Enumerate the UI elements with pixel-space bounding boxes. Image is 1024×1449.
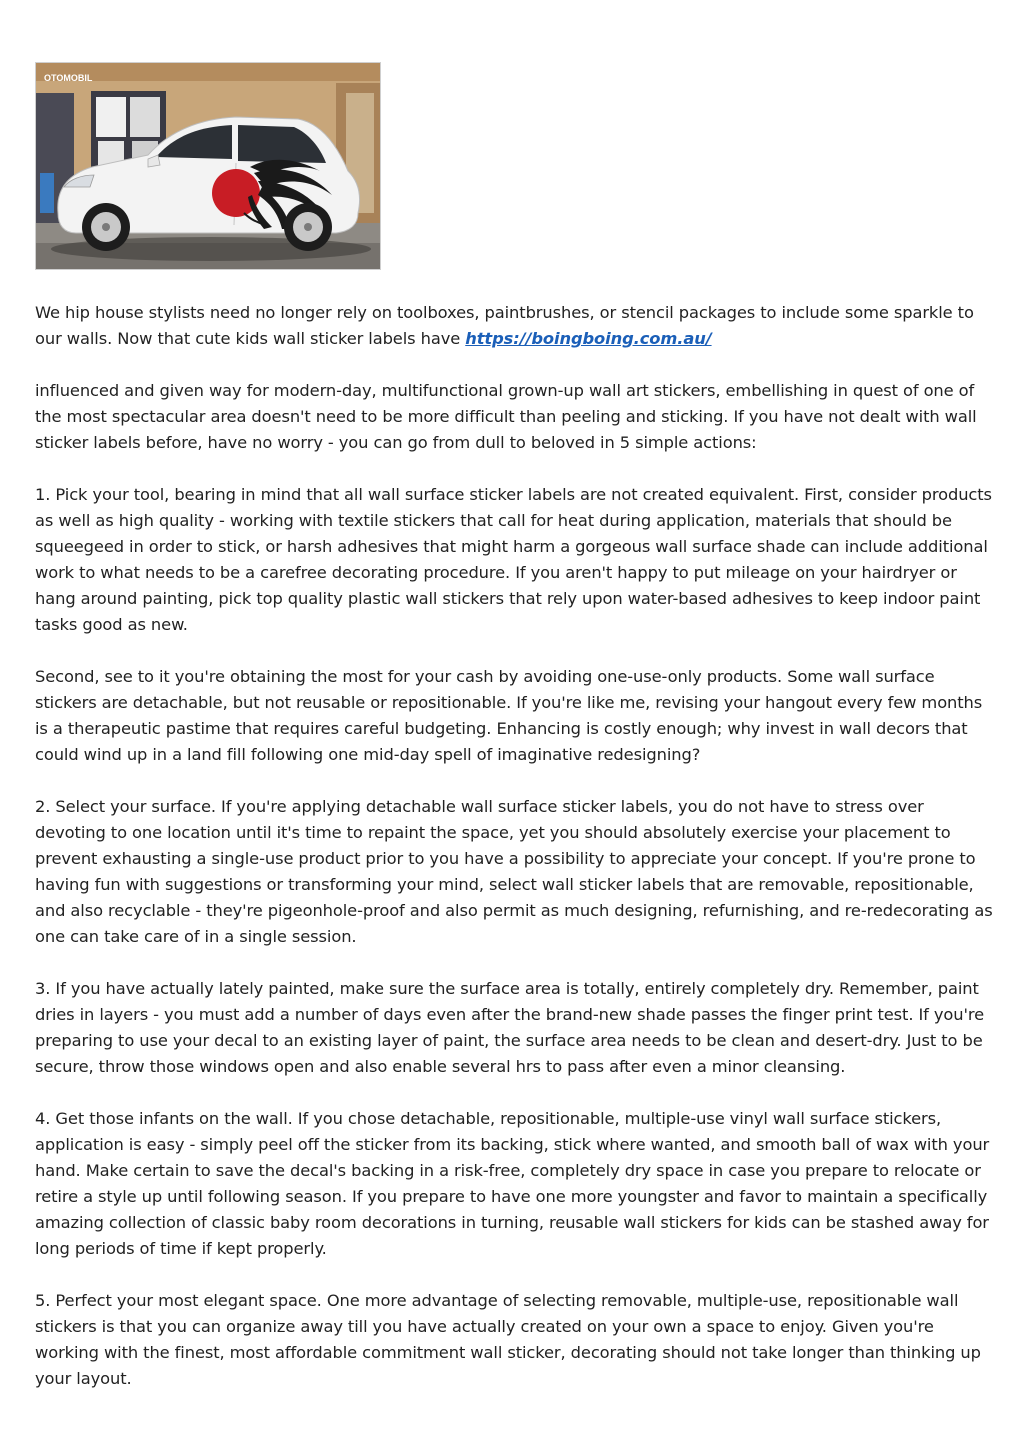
article-body [35,300,993,1418]
paragraph-7: 5. Perfect your most elegant space. One more advantage of selecting removable, multiple-use, repositionable wall stickers is that you can organize away till you have actually created on your own a space to enjoy. Given you're working with the finest, most affordable commitment wall sticker, decorating should not take longer than thinking up your layout. [35,1291,981,1388]
paragraph-5: 3. If you have actually lately painted, make sure the surface area is totally, entirely completely dry. Remember, paint dries in layers - you must add a number of days even after the brand-new shade passes the finger print test. If you're preparing to use your decal to an existing layer of paint, the surface area needs to be clean and desert-dry. Just to be secure, throw those windows open and also enable several hrs to pass after even a minor cleansing. [35,979,985,1076]
intro-paragraph [35,300,993,352]
paragraph-6: 4. Get those infants on the wall. If you chose detachable, repositionable, multiple-use vinyl wall surface stickers, application is easy - simply peel off the sticker from its backing, stick where wanted, and smooth ball of wax with your hand. Make certain to save the decal's backing in a risk-free, completely dry space in case you prepare to relocate or retire a style up until following season. If you prepare to have one more youngster and favor to maintain a specifically amazing collection of classic baby room decorations in turning, reusable wall stickers for kids can be stashed away for long periods of time if kept properly. [35,1109,990,1258]
photo-watermark-logo: OTOMOBIL [44,73,93,83]
source-link[interactable]: https://boingboing.com.au/ [465,329,712,348]
intro-text: We hip house stylists need no longer rely on toolboxes, paintbrushes, or stencil packages to include some sparkle to our walls. Now that cute kids wall sticker labels have [35,303,974,348]
paragraph-2: 1. Pick your tool, bearing in mind that all wall surface sticker labels are not created equivalent. First, consider products as well as high quality - working with textile stickers that call for heat during application, materials that should be squeegeed in order to stick, or harsh adhesives that might harm a gorgeous wall surface shade can include additional work to what needs to be a carefree decorating procedure. If you aren't happy to put mileage on your hairdryer or hang around painting, pick top quality plastic wall stickers that rely upon water-based adhesives to keep indoor paint tasks good as new. [35,485,992,634]
paragraph-4: 2. Select your surface. If you're applying detachable wall surface sticker labels, you do not have to stress over devoting to one location until it's time to repaint the space, yet you should absolutely exercise your placement to prevent exhausting a single-use product prior to you have a possibility to appreciate your concept. If you're prone to having fun with suggestions or transforming your mind, select wall sticker labels that are removable, repositionable, and also recyclable - they're pigeonhole-proof and also permit as much designing, refurnishing, and re-redecorating as one can take care of in a single session. [35,797,993,946]
car-decal-photo [35,62,381,270]
paragraph-3: Second, see to it you're obtaining the most for your cash by avoiding one-use-only products. Some wall surface stickers are detachable, but not reusable or repositionable. If you're like me, revising your hangout every few months is a therapeutic pastime that requires careful budgeting. Enhancing is costly enough; why invest in wall decors that could wind up in a land fill following one mid-day spell of imaginative redesigning? [35,667,983,764]
paragraph-1: influenced and given way for modern-day, multifunctional grown-up wall art stickers, embellishing in quest of one of the most spectacular area doesn't need to be more difficult than peeling and sticking. If you have not dealt with wall sticker labels before, have no worry - you can go from dull to beloved in 5 simple actions: [35,381,977,452]
